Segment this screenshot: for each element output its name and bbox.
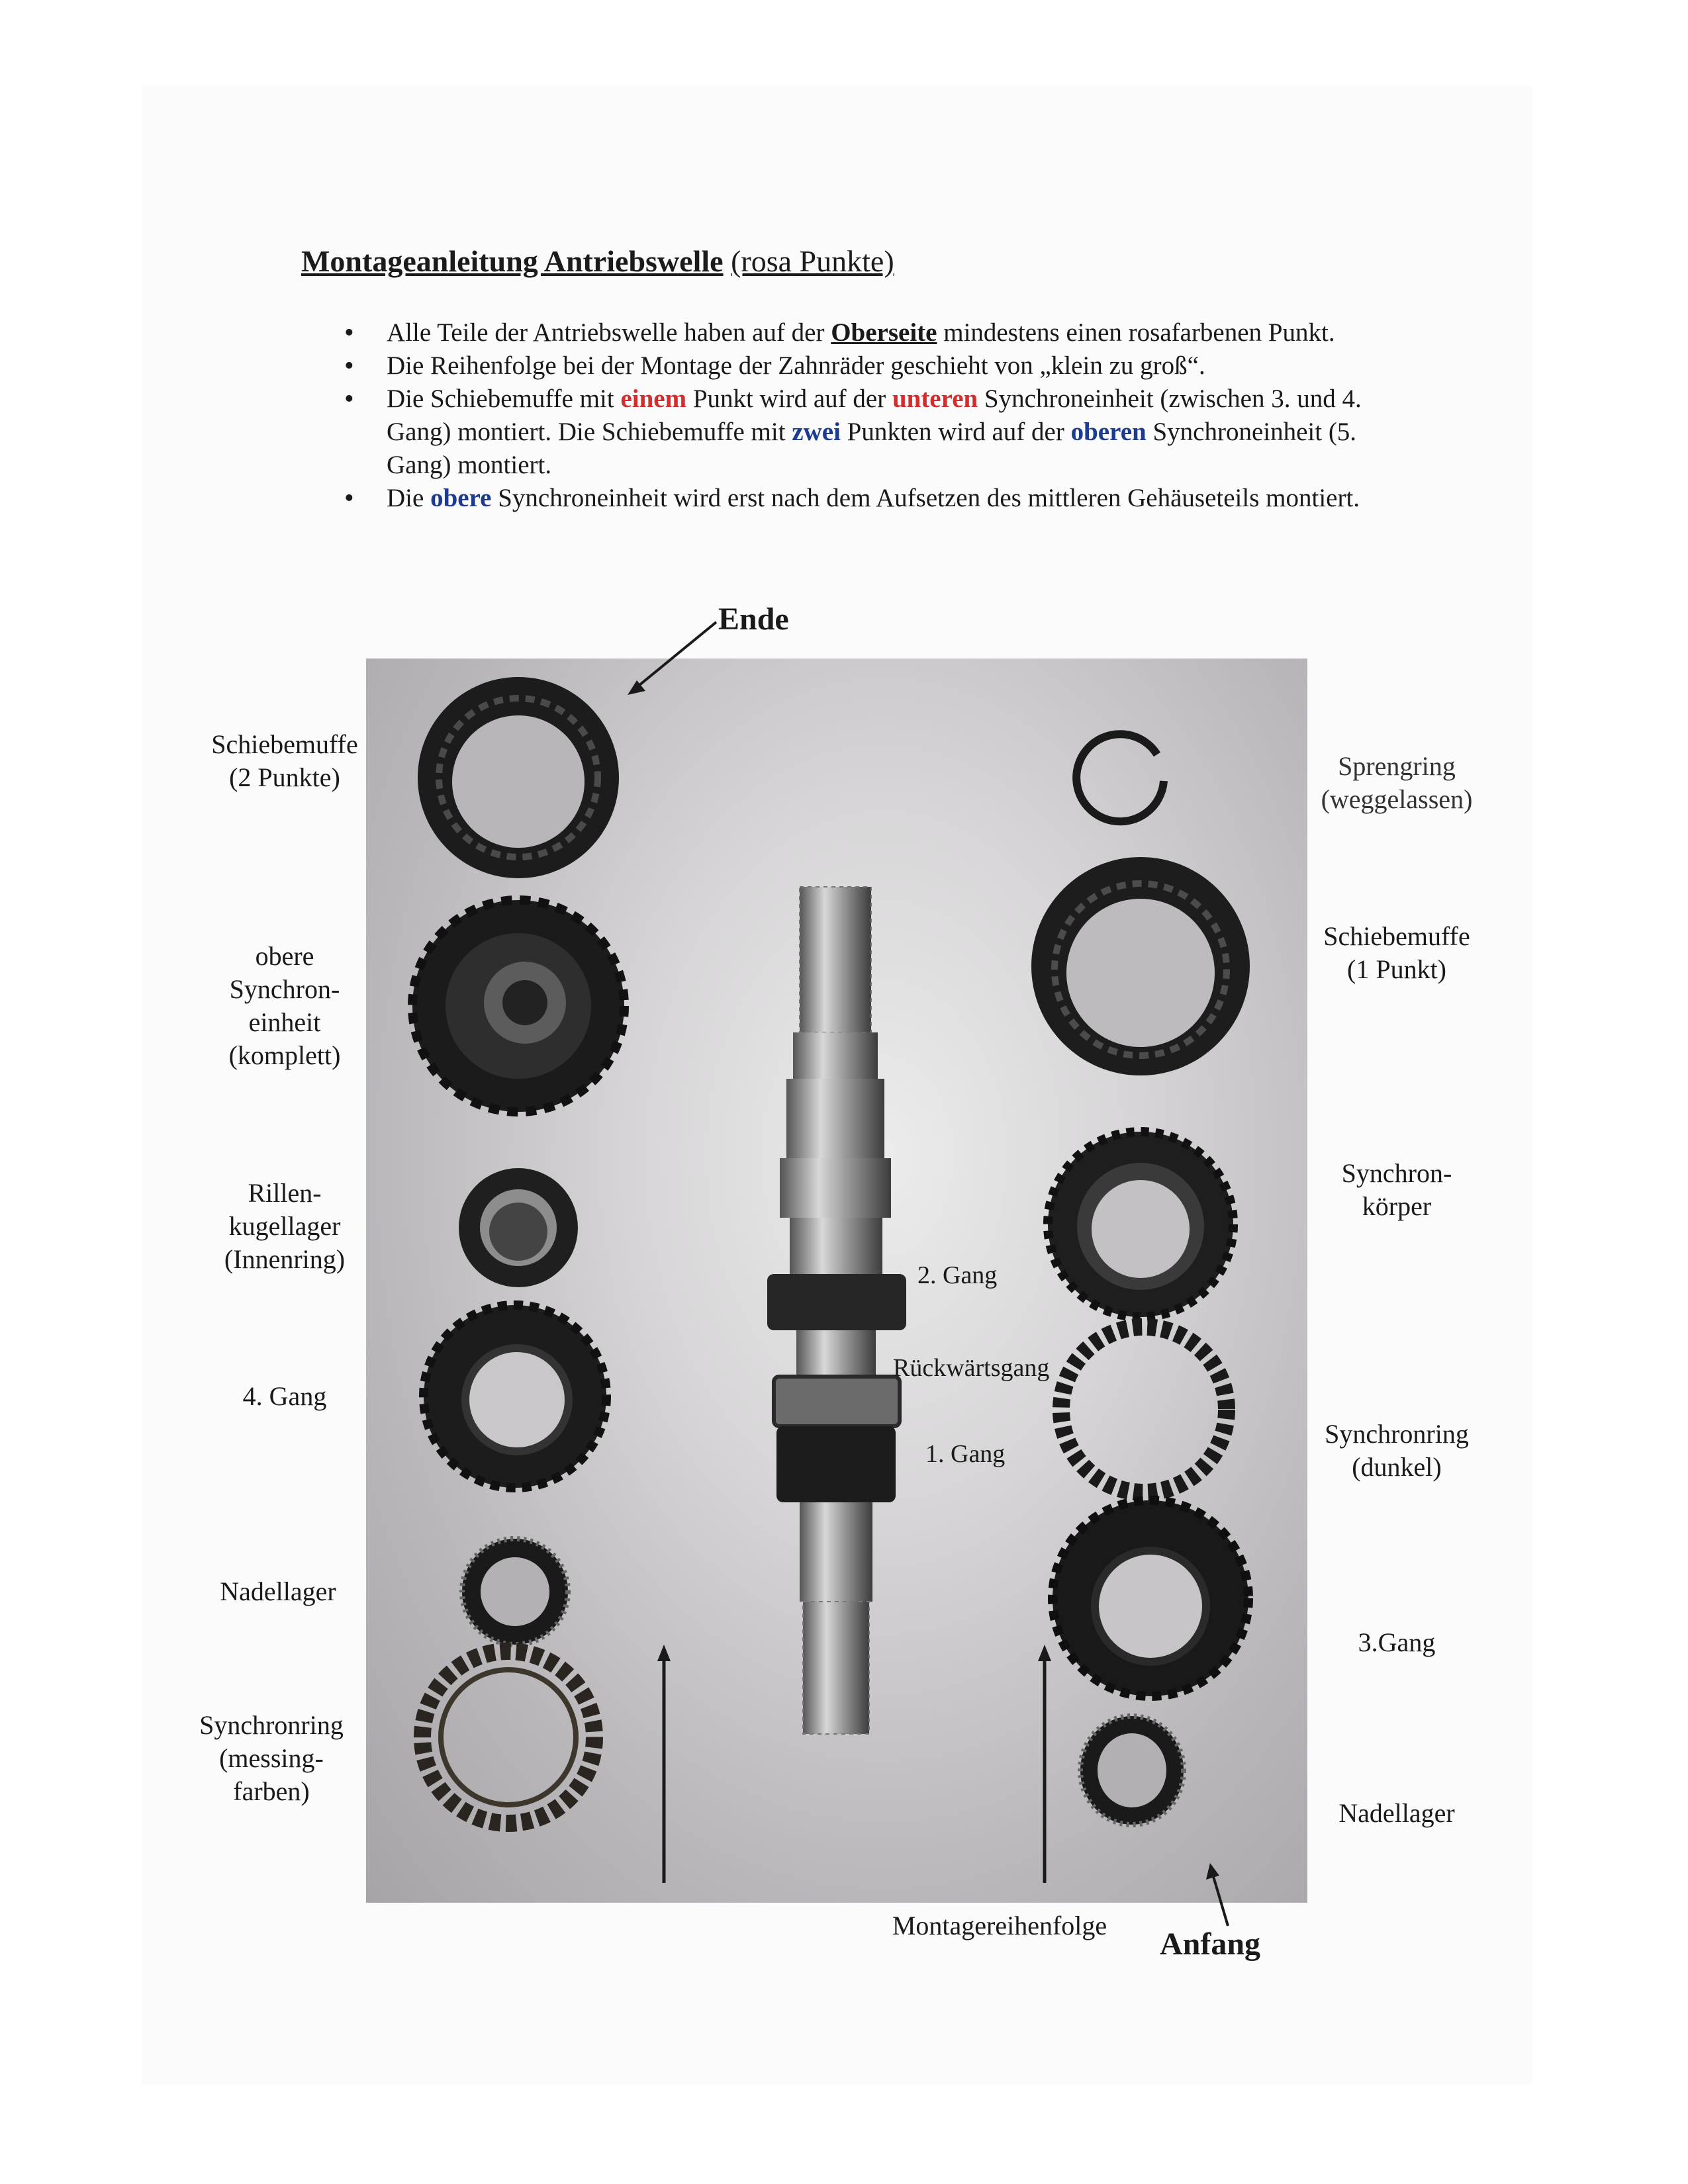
bullet-3: • Die Schiebemuffe mit einem Punkt wird auf der unteren Synchroneinheit (zwischen 3. und 4. Gang) montiert. Die Schiebemuffe mit zwei Punkten wird auf der oberen Synchroneinheit (5. Gang) montiert. [344,383,1377,482]
label-needle-bearing-left: Nadellager [220,1576,336,1606]
end-marker: Ende [718,602,789,637]
label-synchro-ring-brass: Synchronring (messing- farben) [199,1710,344,1806]
label-sliding-sleeve-1-dot: Schiebemuffe (1 Punkt) [1323,921,1470,984]
label-sliding-sleeve-2-dots: Schiebemuffe (2 Punkte) [211,729,358,792]
label-synchro-ring-dark: Synchronring (dunkel) [1325,1419,1469,1482]
label-gear-4: 4. Gang [242,1381,327,1411]
assembly-arrow-left [657,1645,671,1883]
synchro-ring-dark-part [1061,1327,1227,1492]
label-gear-1: 1. Gang [925,1440,1006,1468]
label-needle-bearing-right: Nadellager [1338,1798,1455,1828]
sliding-sleeve-1-dot-part [1031,857,1250,1075]
gear-4-part [424,1305,606,1488]
label-gear-3: 3.Gang [1358,1627,1436,1657]
gear-3-part [1053,1500,1248,1696]
sliding-sleeve-2-dots-part [418,677,619,878]
drive-shaft-part [767,887,906,1734]
start-marker: Anfang [1160,1927,1261,1962]
bullet-4: • Die obere Synchroneinheit wird erst nach dem Aufsetzen des mittleren Gehäuseteils montiert. [344,482,1377,515]
ball-bearing-inner-ring-part [459,1168,578,1287]
page-title: Montageanleitung Antriebswelle (rosa Punkte) [301,244,894,278]
parts-photo [366,659,1307,1903]
bullet-1: • Alle Teile der Antriebswelle haben auf der Oberseite mindestens einen rosafarbenen Punkt. [344,316,1377,349]
upper-synchro-unit-part [412,900,624,1112]
needle-bearing-right-part [1080,1716,1184,1825]
bullet-2: • Die Reihenfolge bei der Montage der Zahnräder geschieht von „klein zu groß“. [344,349,1377,383]
label-reverse-gear: Rückwärtsgang [893,1354,1050,1382]
parts-illustration [366,659,1307,1903]
synchro-body-part [1048,1132,1233,1317]
label-ball-bearing: Rillen- kugellager (Innenring) [224,1178,346,1274]
instruction-list [344,316,1377,515]
synchro-ring-brass-part [422,1651,594,1823]
snap-ring-part [1076,734,1164,821]
label-snap-ring: Sprengring (weggelassen) [1321,751,1473,814]
needle-bearing-left-part [462,1539,568,1645]
label-upper-synchro-unit: obere Synchron- einheit (komplett) [228,941,341,1070]
assembly-arrow-right [1038,1645,1051,1883]
label-gear-2: 2. Gang [917,1261,998,1289]
label-assembly-order: Montagereihenfolge [892,1911,1107,1940]
label-synchro-body: Synchron- körper [1341,1158,1452,1221]
